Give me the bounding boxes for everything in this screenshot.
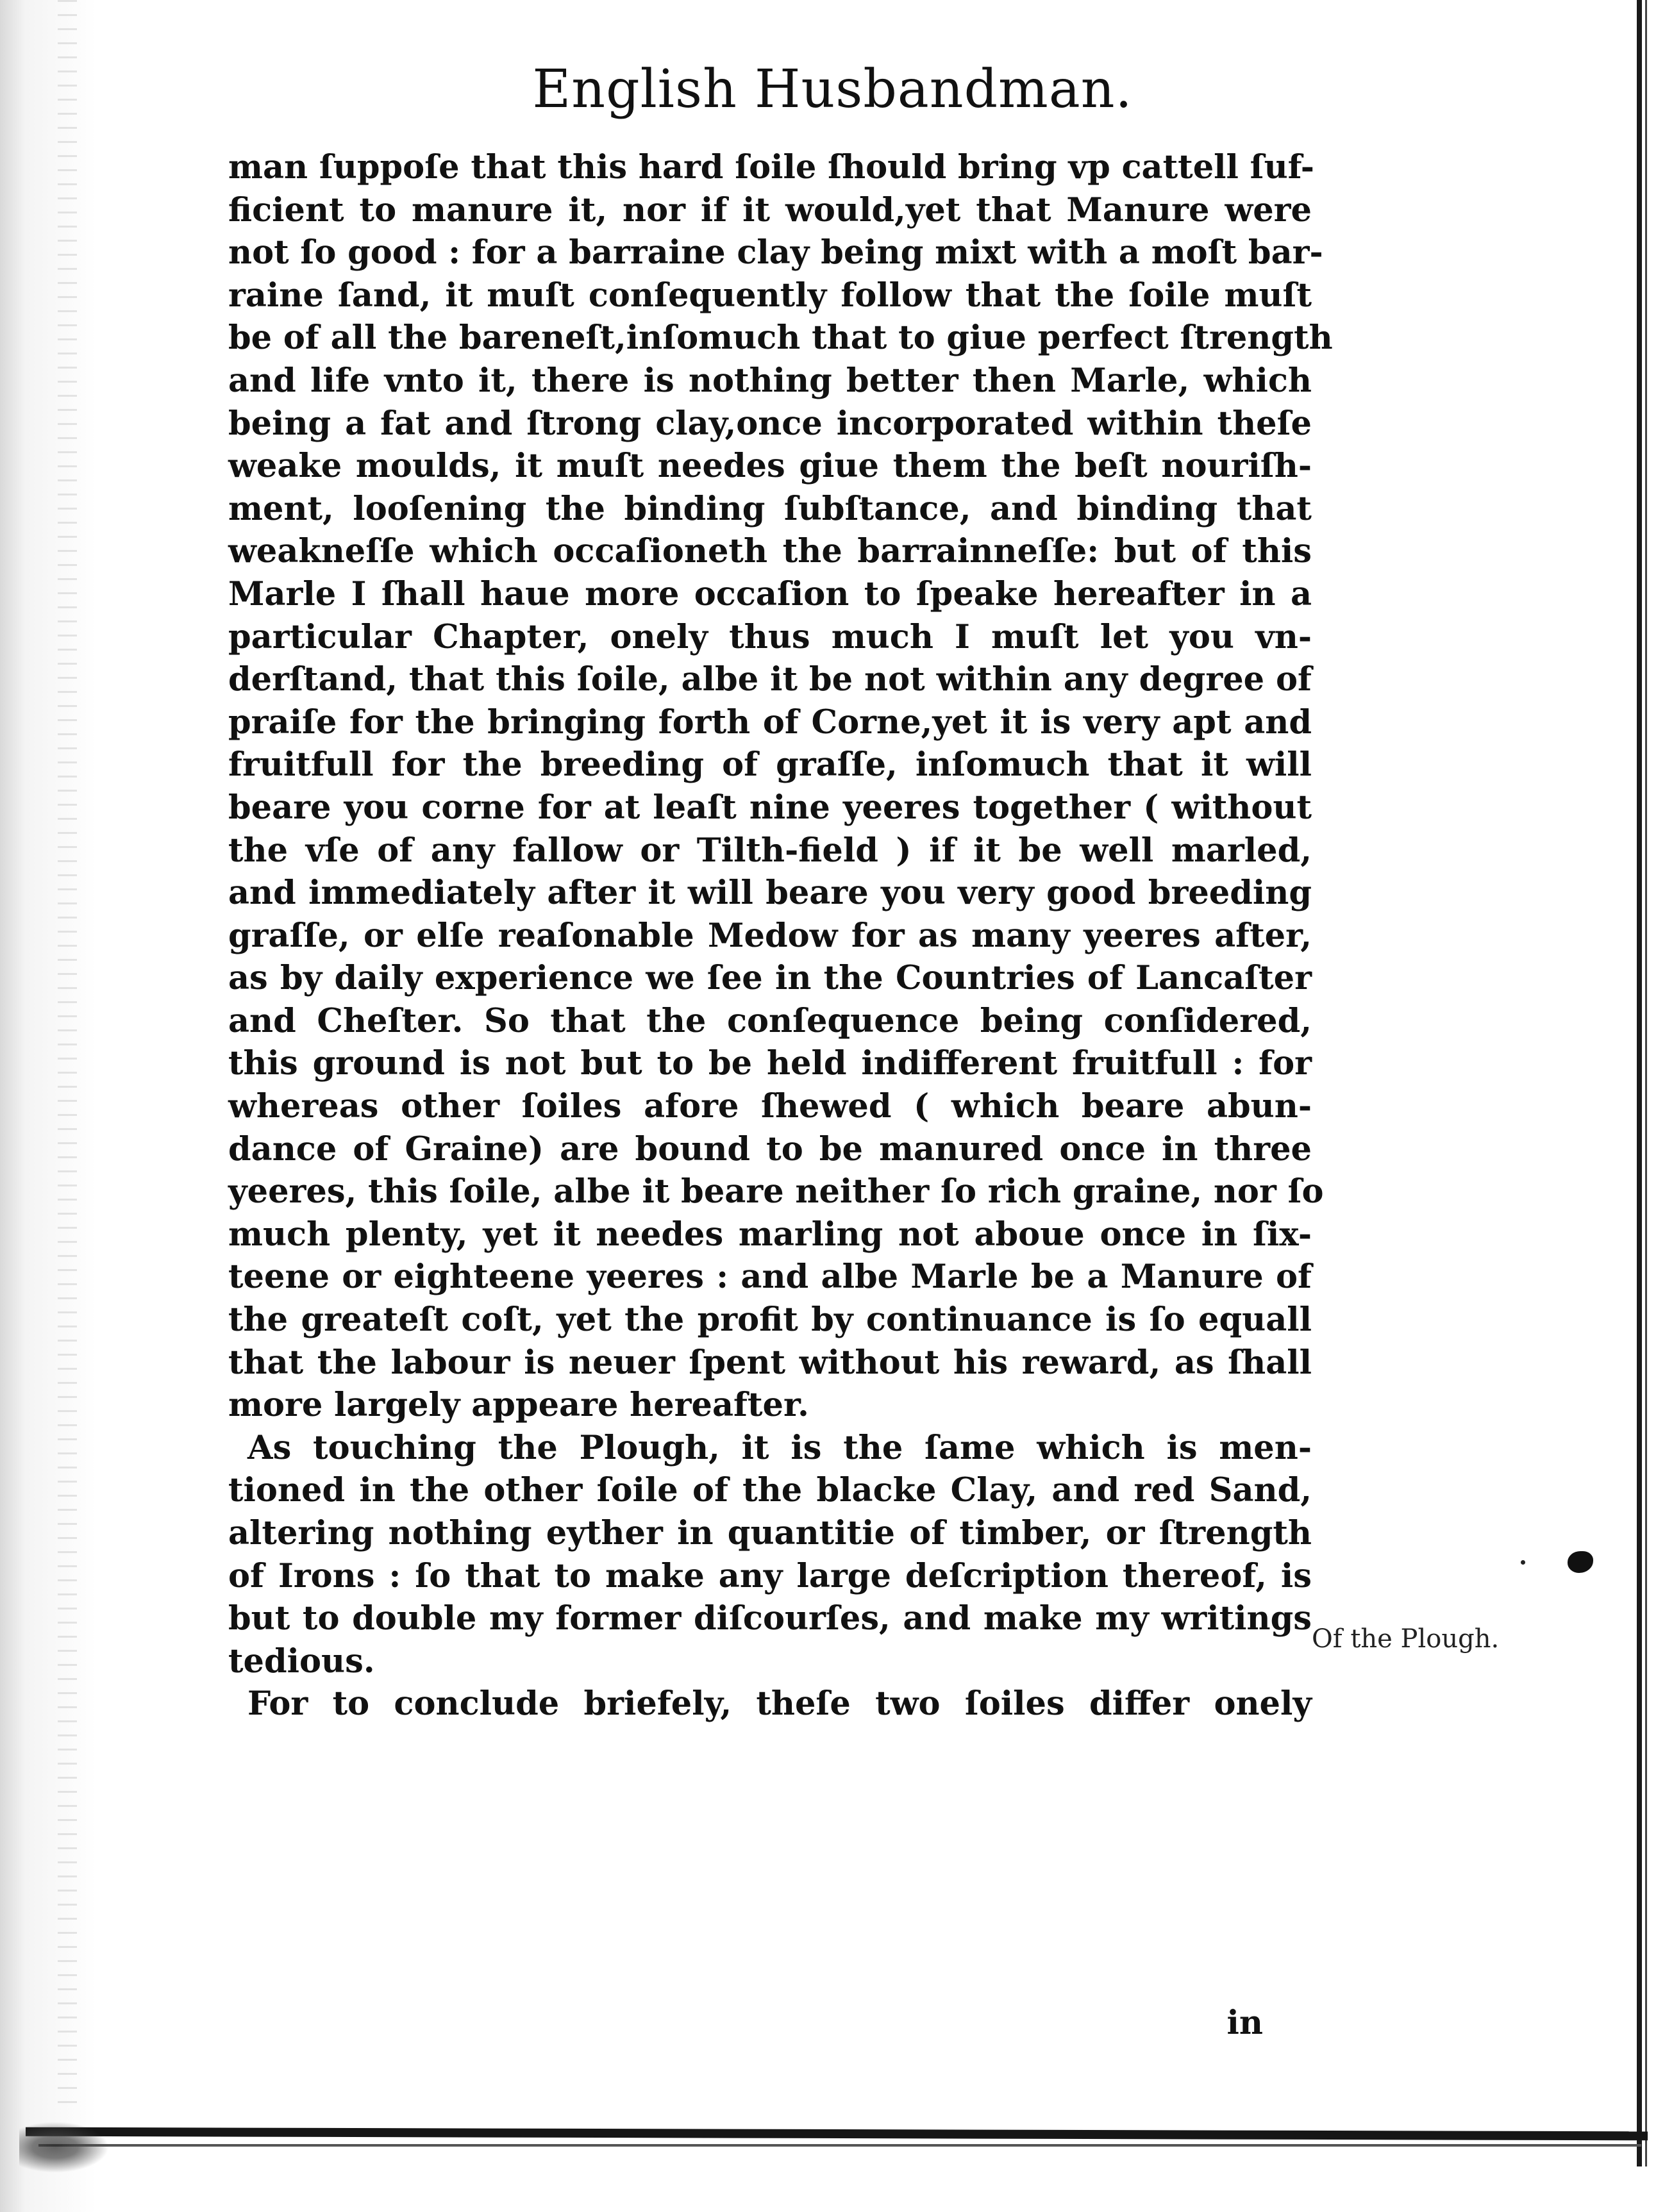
text-line: fruitfull for the breeding of graſſe, inſomuch that it will	[228, 745, 1312, 785]
body-text	[228, 146, 1333, 1726]
text-line: As touching the Plough, it is the ſame which is men-	[247, 1428, 1312, 1467]
marginal-note: Of the Plough.	[1312, 1624, 1500, 1654]
bottom-border-rule	[26, 2127, 1648, 2141]
ink-dot	[1521, 1560, 1525, 1565]
text-line: man ſuppoſe that this hard ſoile ſhould bring vp cattell ſuf-	[228, 148, 1314, 187]
catchword: in	[1226, 2004, 1263, 2042]
text-line: weake moulds, it muſt needes giue them the beſt nouriſh-	[228, 447, 1312, 486]
text-line: more largely appeare hereafter.	[228, 1386, 809, 1425]
text-line: raine ſand, it muſt conſequently follow that the ſoile muſt	[228, 276, 1312, 315]
text-line: ficient to manure it, nor if it would,yet that Manure were	[228, 190, 1312, 229]
right-border-rule	[1637, 0, 1642, 2166]
text-line: dance of Graine) are bound to be manured once in three	[228, 1129, 1312, 1168]
text-line: and life vnto it, there is nothing better then Marle, which	[228, 361, 1312, 400]
text-line: be of all the bareneſt,inſomuch that to giue perfect ſtrength	[228, 319, 1333, 358]
text-line: tioned in the other ſoile of the blacke Clay, and red Sand,	[228, 1471, 1312, 1510]
scan-gutter-shadow	[0, 0, 96, 2212]
text-line: beare you corne for at leaſt nine yeeres together ( without	[228, 788, 1312, 827]
text-line: but to double my former diſcourſes, and make my writings	[228, 1599, 1312, 1638]
text-line: particular Chapter, onely thus much I muſt let you vn-	[228, 617, 1312, 656]
text-line: tedious.	[228, 1642, 375, 1681]
scan-gutter-speckle	[58, 0, 77, 2115]
text-line: and Cheſter. So that the conſequence being conſidered,	[228, 1001, 1312, 1040]
text-line: this ground is not but to be held indifferent fruitfull : for	[228, 1044, 1312, 1083]
text-line: that the labour is neuer ſpent without his reward, as ſhall	[228, 1343, 1312, 1382]
text-line: altering nothing eyther in quantitie of timber, or ſtrength	[228, 1514, 1312, 1552]
text-line: whereas other ſoiles afore ſhewed ( which beare abun-	[228, 1087, 1312, 1126]
text-line: Marle I ſhall haue more occaſion to ſpeake hereafter in a	[228, 574, 1312, 613]
corner-ink-smudge	[19, 2122, 109, 2173]
text-line: ment, looſening the binding ſubſtance, and binding that	[228, 489, 1312, 528]
text-line: weakneſſe which occaſioneth the barrainneſſe: but of this	[228, 532, 1312, 571]
ink-blot	[1568, 1551, 1593, 1573]
text-line: teene or eighteene yeeres : and albe Marle be a Manure of	[228, 1258, 1312, 1297]
text-line: For to conclude briefely, theſe two ſoiles differ onely	[247, 1684, 1312, 1724]
text-line: being a fat and ſtrong clay,once incorporated within theſe	[228, 404, 1312, 443]
text-line: yeeres, this ſoile, albe it beare neither ſo rich graine, nor ſo	[228, 1172, 1324, 1211]
bottom-border-rule-thin	[38, 2144, 1641, 2147]
text-line: not ſo good : for a barraine clay being mixt with a moſt bar-	[228, 233, 1323, 272]
text-line: and immediately after it will beare you very good breeding	[228, 874, 1312, 913]
text-line: derſtand, that this ſoile, albe it be not within any degree of	[228, 660, 1312, 699]
text-line: graſſe, or elſe reaſonable Medow for as many yeeres after,	[228, 916, 1312, 955]
running-head: English Husbandman.	[532, 59, 1133, 120]
text-line: the vſe of any fallow or Tilth-field ) if it be well marled,	[228, 831, 1312, 870]
text-line: much plenty, yet it needes marling not aboue once in ſix-	[228, 1215, 1312, 1254]
text-line: of Irons : ſo that to make any large deſcription thereof, is	[228, 1556, 1312, 1595]
text-line: praiſe for the bringing forth of Corne,yet it is very apt and	[228, 703, 1312, 742]
text-line: as by daily experience we ſee in the Countries of Lancaſter	[228, 959, 1312, 998]
right-border-rule-thin	[1645, 0, 1647, 2166]
text-line: the greateſt coſt, yet the profit by continuance is ſo equall	[228, 1301, 1312, 1340]
